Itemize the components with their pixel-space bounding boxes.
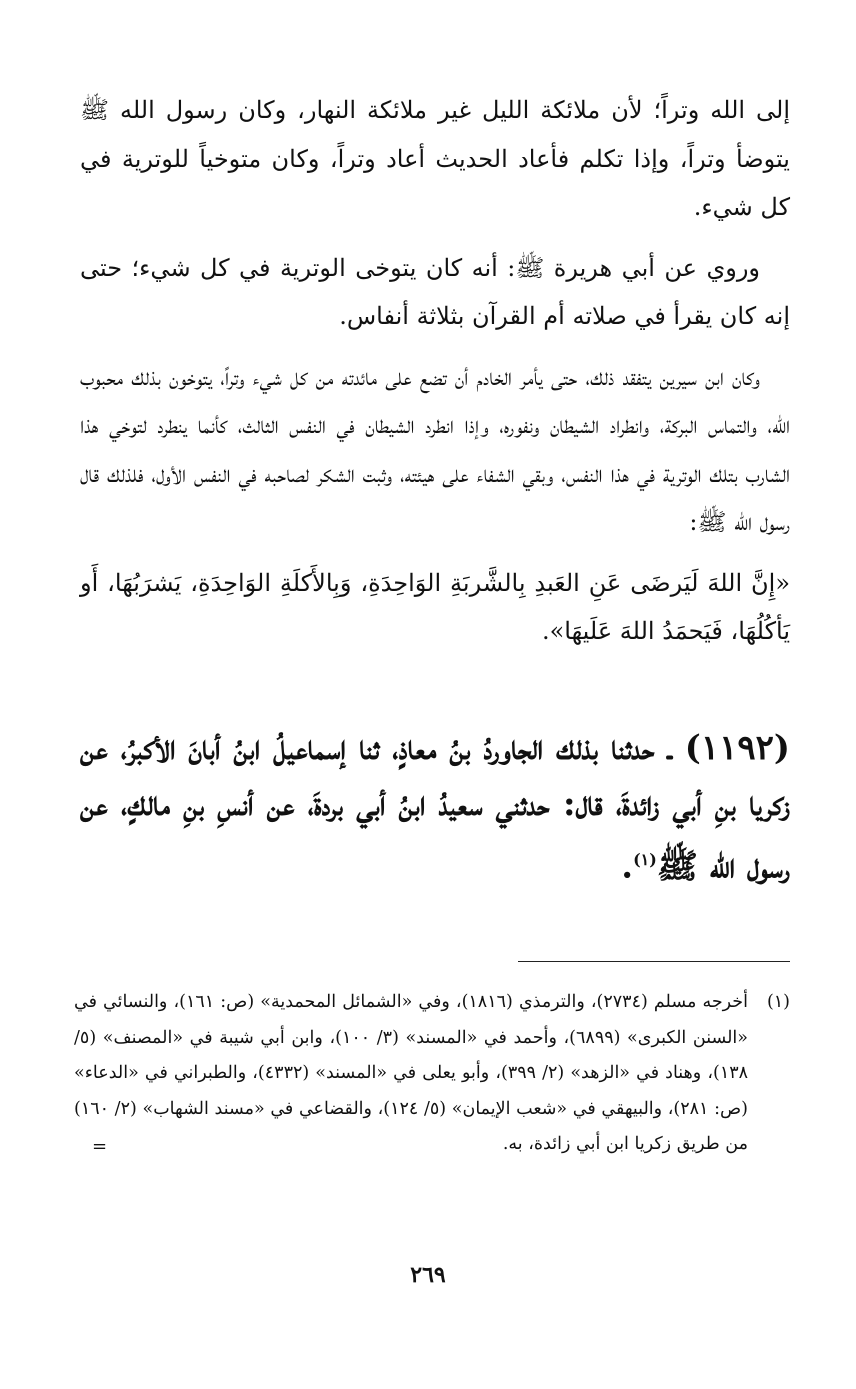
footnote-text: أخرجه مسلم (٢٧٣٤)، والترمذي (١٨١٦)، وفي «الشمائل المحمدية» (ص: ١٦١)، والنسائي في «السنن الكبرى» (٦٨٩٩)، وأحمد في «المسند» (٣/ ١٠٠)، وابن أبي شيبة في «المصنف» (٥/ ١٣٨)، وهناد في «الزهد» (٢/ ٣٩٩)، وأبو يعلى في «المسند» (٤٣٣٢)، والطبراني في «الدعاء» (ص: ٢٨١)، والبيهقي في «شعب الإيمان» (٥/ ١٢٤)، والقضاعي في «مسند الشهاب» (٢/ ١٦٠) من طريق زكريا ابن أبي زائدة، به. (74, 992, 749, 1154)
main-text (80, 86, 790, 668)
footnote (74, 985, 790, 1163)
footnote-number: (١) (766, 992, 790, 1012)
paragraph-3: وكان ابن سيرين يتفقد ذلك، حتى يأمر الخادم أن تضع على مائدته من كل شيء وتراً، يتوخون بذلك محبوب الله، والتماس البركة، وانطراد الشيطان ونفوره، وإذا انطرد الشيطان في النفس الثالث، كأنما ينطرد لتوخي هذا الشارب بتلك الوترية في هذا النفس، وبقي الشفاء على هيئته، وثبت الشكر لصاحبه في النفس الأول، فلذلك قال رسول الله ﷺ: (80, 362, 790, 536)
footnote-divider (518, 961, 790, 962)
hadith-end: . (621, 846, 634, 887)
paragraph-2: وروي عن أبي هريرة ﷺ: أنه كان يتوخى الوترية في كل شيء؛ حتى إنه كان يقرأ في صلاته أم القرآن بثلاثة أنفاس. (80, 253, 790, 330)
hadith-quote: «إِنَّ اللهَ لَيَرضَى عَنِ العَبدِ بِالشَّربَةِ الوَاحِدَةِ، وَبِالأَكلَةِ الوَاحِدَةِ، يَشرَبُهَا، أَو يَأكُلُهَا، فَيَحمَدُ اللهَ عَلَيهَا». (80, 568, 790, 645)
paragraph-1: إلى الله وتراً؛ لأن ملائكة الليل غير ملائكة النهار، وكان رسول الله ﷺ يتوضأ وتراً، وإذا تكلم فأعاد الحديث أعاد وتراً، وكان متوخياً للوترية في كل شيء. (80, 96, 790, 221)
hadith-text: (١١٩٢) ـ حدثنا بذلك الجاوردُ بنُ معاذٍ، ثنا إسماعيلُ ابنُ أبانَ الأكبرُ، عن زكريا بنِ أبي زائدةَ، قال: حدثني سعيدُ ابنُ أبي بردةَ، عن أنسِ بنِ مالكٍ، عن رسول الله ﷺ (80, 728, 790, 887)
footnote-reference: (١) (633, 850, 657, 869)
continuation-mark: = (92, 1136, 108, 1157)
hadith-chain (80, 720, 790, 894)
page-number: ٢٦٩ (410, 1262, 446, 1288)
